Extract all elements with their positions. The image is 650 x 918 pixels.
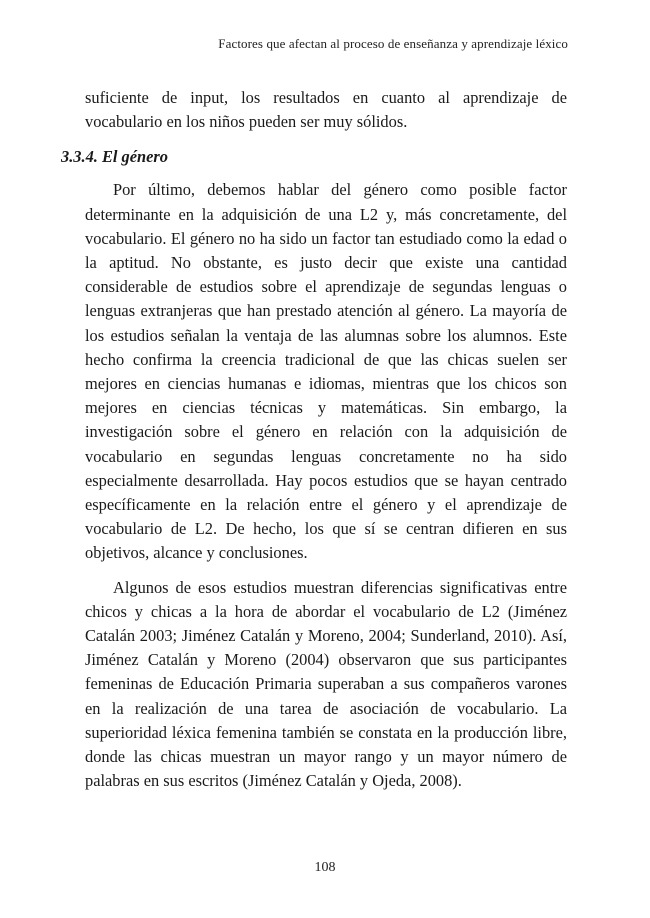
- section-heading: 3.3.4. El género: [61, 147, 168, 167]
- running-header: Factores que afectan al proceso de enseñanza y aprendizaje léxico: [218, 36, 568, 51]
- paragraph-2: Algunos de esos estudios muestran diferencias significativas entre chicos y chicas a la hora de abordar el vocabulario de L2 (Jiménez Catalán 2003; Jiménez Catalán y Moreno, 2004; Sunderland, 2010). Así, Jiménez Catalán y Moreno (2004) observaron que sus participantes femeninas de Educación Primaria superaban a sus compañeros varones en la realización de una tarea de asociación de vocabulario. La superioridad léxica femenina también se constata en la producción libre, donde las chicas muestran un mayor rango y un mayor número de palabras en sus escritos (Jiménez Catalán y Ojeda, 2008).: [85, 577, 567, 791]
- page-number: 108: [314, 860, 336, 875]
- continuation-paragraph: suficiente de input, los resultados en cuanto al aprendizaje de vocabulario en los niños pueden ser muy sólidos.: [85, 88, 567, 132]
- paragraph-1: Por último, debemos hablar del género como posible factor determinante en la adquisición de una L2 y, más concretamente, del vocabulario. El género no ha sido un factor tan estudiado como la edad o la aptitud. No obstante, es justo decir que existe una cantidad considerable de estudios sobre el aprendizaje de segundas lenguas o lenguas extranjeras que han prestado atención al género. La mayoría de los estudios señalan la ventaja de las alumnas sobre los alumnos. Este hecho confirma la creencia tradicional de que las chicas suelen ser mejores en ciencias humanas e idiomas, mientras que los chicos son mejores en ciencias técnicas y matemáticas. Sin embargo, la investigación sobre el género en relación con la adquisición de vocabulario en segundas lenguas concretamente no ha sido especialmente desarrollada. Hay pocos estudios que se hayan centrado específicamente en la relación entre el género y el aprendizaje de vocabulario de L2. De hecho, los que sí se centran difieren en sus objetivos, alcance y conclusiones.: [85, 180, 567, 563]
- body-text: [61, 86, 567, 793]
